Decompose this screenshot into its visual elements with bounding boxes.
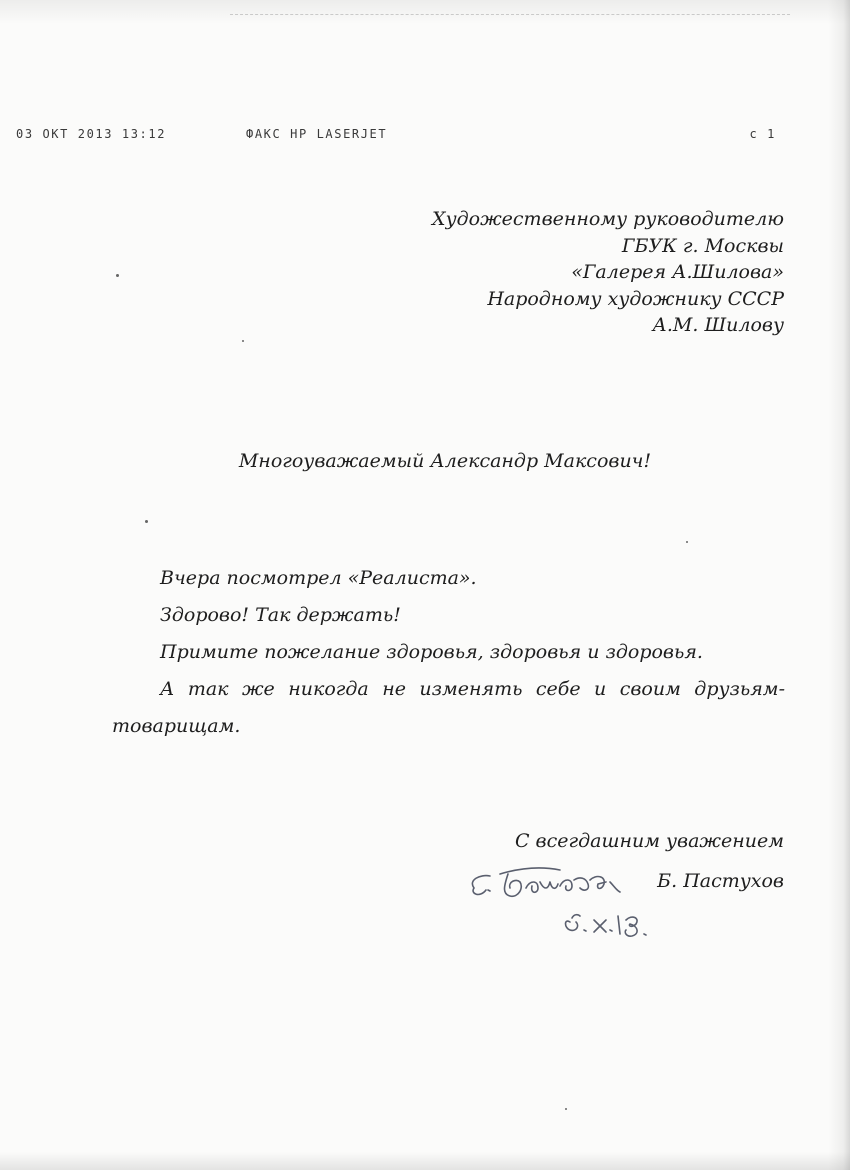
addressee-line: А.М. Шилову — [652, 314, 784, 336]
fax-device: ФАКС HP LASERJET — [246, 127, 388, 141]
letter-body — [112, 560, 785, 745]
addressee-block — [324, 206, 784, 339]
body-line: товарищам. — [112, 715, 241, 737]
addressee-line: Народному художнику СССР — [487, 287, 784, 310]
addressee-line: ГБУК г. Москвы — [621, 234, 784, 257]
scan-edge-bottom — [0, 1152, 850, 1170]
fax-page-number: с 1 — [749, 127, 776, 141]
scan-edge-top — [0, 0, 850, 24]
scan-speck — [145, 520, 148, 523]
scan-speck — [686, 541, 688, 543]
addressee-line: «Галерея А.Шилова» — [571, 261, 784, 283]
scan-speck — [565, 1108, 567, 1110]
fax-dashed-line — [230, 14, 790, 15]
closing-phrase: С всегдашним уважением — [514, 830, 784, 852]
fax-date: 03 ОКТ 2013 13:12 — [16, 127, 167, 141]
salutation: Многоуважаемый Александр Максович! — [238, 450, 652, 472]
body-line: А так же никогда не изменять себе и своим друзьям- — [160, 678, 785, 700]
scan-speck — [242, 340, 244, 342]
fax-header — [16, 127, 776, 145]
body-line: Здорово! Так держать! — [160, 604, 401, 626]
body-line: Вчера посмотрел «Реалиста». — [160, 567, 477, 589]
addressee-line: Художественному руководителю — [432, 208, 784, 230]
scan-speck — [116, 274, 119, 277]
scan-edge-right — [828, 0, 850, 1170]
body-line: Примите пожелание здоровья, здоровья и здоровья. — [160, 641, 703, 663]
signer-name: Б. Пастухов — [657, 870, 784, 892]
